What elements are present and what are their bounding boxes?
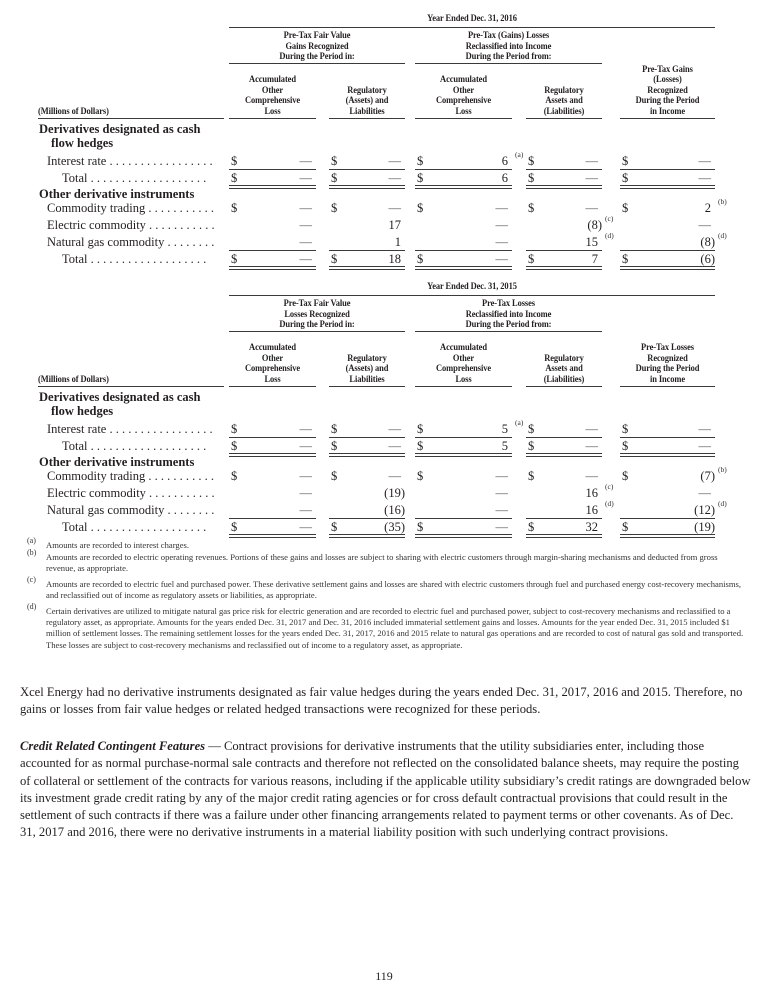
footnote-mark: (c) — [27, 575, 36, 584]
cell-value: — — [299, 439, 312, 453]
cell-value: 6 — [501, 154, 508, 168]
subtotal-rule — [329, 250, 405, 251]
cell-value: — — [388, 201, 401, 215]
dollar-sign: $ — [231, 201, 238, 215]
cell-value: 17 — [388, 218, 401, 232]
column-header — [413, 74, 513, 116]
dollar-sign: $ — [528, 520, 535, 534]
page-number: 119 — [375, 969, 393, 983]
total-double-rule — [620, 453, 715, 457]
section-heading: Other derivative instruments — [39, 455, 195, 469]
dollar-sign: $ — [231, 469, 238, 483]
dollar-sign: $ — [622, 252, 629, 266]
group2-heading-line: Reclassified into Income — [465, 40, 552, 51]
footnote-reference: (b) — [718, 197, 727, 206]
cell-value: 16 — [585, 503, 598, 517]
column-header — [524, 85, 605, 117]
footnote-reference: (a) — [515, 418, 524, 427]
column-header-line: (Liabilities) — [543, 373, 585, 384]
row-label: Total . . . . . . . . . . . . . . . . . . . — [62, 520, 207, 534]
dollar-sign: $ — [622, 422, 629, 436]
dollar-sign: $ — [417, 520, 424, 534]
group2-heading-line: Pre-Tax (Gains) Losses — [467, 30, 550, 40]
column-header-line: Liabilities — [349, 105, 385, 116]
cell-value: 1 — [394, 235, 401, 249]
group1-rule — [229, 331, 405, 332]
total-double-rule — [415, 266, 512, 270]
group1-rule — [229, 63, 405, 64]
column-header-rule — [620, 386, 715, 387]
cell-value: — — [698, 422, 711, 436]
dollar-sign: $ — [231, 171, 238, 185]
subtotal-rule — [526, 437, 602, 438]
cell-value: — — [698, 218, 711, 232]
dollar-sign: $ — [528, 439, 535, 453]
group2-rule — [415, 63, 602, 64]
cell-value: 16 — [585, 486, 598, 500]
units-label: (Millions of Dollars) — [38, 374, 109, 384]
heading-dash: — — [205, 739, 224, 753]
row-label: Interest rate . . . . . . . . . . . . . . . . . — [47, 422, 213, 436]
total-double-rule — [415, 453, 512, 457]
footnote-reference: (c) — [605, 482, 614, 491]
footnote-reference: (d) — [605, 499, 614, 508]
footnote-reference: (a) — [515, 150, 524, 159]
subtotal-rule — [526, 518, 602, 519]
column-header-line: (Assets) and — [345, 95, 389, 105]
cell-value: — — [299, 469, 312, 483]
cell-value: — — [388, 469, 401, 483]
group1-heading-line: During the Period in: — [279, 51, 355, 61]
column-header-rule — [329, 386, 405, 387]
section-heading-cont: flow hedges — [51, 404, 114, 418]
total-double-rule — [620, 534, 715, 538]
cell-value: — — [585, 171, 598, 185]
total-double-rule — [415, 185, 512, 189]
row-label: Interest rate . . . . . . . . . . . . . . . . . — [47, 154, 213, 168]
header-rule — [229, 27, 715, 28]
dollar-sign: $ — [417, 469, 424, 483]
column-header-line: Comprehensive — [436, 363, 491, 373]
column-header-line: Other — [452, 352, 475, 363]
column-header — [618, 342, 716, 384]
section-heading-cont: flow hedges — [51, 136, 114, 150]
column-header-line: Accumulated — [249, 74, 296, 84]
column-header-line: in Income — [649, 373, 686, 384]
cell-value: — — [299, 201, 312, 215]
section-heading: Other derivative instruments — [39, 187, 195, 201]
cell-value: — — [495, 252, 508, 266]
column-header-line: During the Period — [635, 95, 700, 105]
dollar-sign: $ — [331, 154, 338, 168]
column-header-line: Loss — [455, 105, 472, 116]
cell-value: — — [299, 218, 312, 232]
cell-value: (6) — [700, 252, 715, 266]
column-header-rule — [329, 118, 405, 119]
column-header-rule — [229, 118, 316, 119]
dollar-sign: $ — [417, 171, 424, 185]
stub-rule — [38, 118, 224, 119]
column-header-rule — [415, 386, 512, 387]
dollar-sign: $ — [231, 154, 238, 168]
cell-value: — — [495, 201, 508, 215]
subtotal-rule — [229, 169, 316, 170]
column-header — [327, 85, 408, 117]
column-header-line: Loss — [264, 373, 281, 384]
header-rule — [229, 295, 715, 296]
group1-heading-line: Pre-Tax Fair Value — [283, 298, 351, 308]
cell-value: — — [388, 171, 401, 185]
row-label: Commodity trading . . . . . . . . . . . — [47, 469, 215, 483]
total-double-rule — [620, 266, 715, 270]
cell-value: — — [585, 154, 598, 168]
subtotal-rule — [229, 518, 316, 519]
subtotal-rule — [526, 250, 602, 251]
total-double-rule — [526, 185, 602, 189]
subtotal-rule — [229, 437, 316, 438]
dollar-sign: $ — [622, 439, 629, 453]
dollar-sign: $ — [331, 422, 338, 436]
column-header-line: Other — [452, 84, 475, 95]
column-header-rule — [229, 386, 316, 387]
row-label: Electric commodity . . . . . . . . . . . — [47, 218, 215, 232]
dollar-sign: $ — [622, 469, 629, 483]
cell-value: — — [495, 469, 508, 483]
group1-heading-line: Losses Recognized — [284, 308, 350, 319]
column-header-line: Other — [261, 352, 284, 363]
column-header-line: Assets and — [545, 95, 583, 105]
cell-value: 7 — [591, 252, 598, 266]
footnote-text: Amounts are recorded to electric operating revenues. Portions of these gains and losses are subject to sharing with electric customers through margin-sharing mechanisms and deducted from gross revenue, as appropriate. — [46, 552, 718, 574]
group2-heading — [422, 298, 594, 330]
column-header-line: Assets and — [545, 363, 583, 373]
dollar-sign: $ — [417, 154, 424, 168]
footnote-reference: (d) — [718, 231, 727, 240]
dollar-sign: $ — [528, 422, 535, 436]
row-label: Natural gas commodity . . . . . . . . — [47, 235, 215, 249]
total-double-rule — [229, 185, 316, 189]
footnote-text: Amounts are recorded to interest charges. — [46, 540, 190, 550]
dollar-sign: $ — [231, 252, 238, 266]
group2-heading-line: During the Period from: — [465, 319, 552, 329]
credit-contingent-text: Contract provisions for derivative instruments that the utility subsidiaries enter, including those accounted for as normal purchase-normal sale contracts and therefore not reflected on the consolidated balance sheets, may require the posting of collateral or settlement of the contracts for various reasons, including if the applicable utility subsidiary’s credit ratings are downgraded below its investment grade credit rating by any of the major credit rating agencies or for cross default contractual provisions that could result in the settlement of such contracts if there was a failure under other financing arrangements related to payment terms or other covenants. As of Dec. 31, 2017 and 2016, there were no derivative instruments in a material liability position with such underlying contract provisions. — [20, 739, 751, 840]
cell-value: (8) — [587, 218, 602, 232]
cell-value: — — [299, 486, 312, 500]
footnote-reference: (c) — [605, 214, 614, 223]
column-header-line: Recognized — [647, 352, 688, 363]
footnote-reference: (b) — [718, 465, 727, 474]
group1-heading-line: During the Period in: — [279, 319, 355, 329]
column-header-line: Loss — [264, 105, 281, 116]
column-header-line: (Losses) — [653, 74, 682, 84]
column-header-line: Liabilities — [349, 373, 385, 384]
total-double-rule — [620, 185, 715, 189]
dollar-sign: $ — [528, 469, 535, 483]
row-label: Total . . . . . . . . . . . . . . . . . . . — [62, 252, 207, 266]
dollar-sign: $ — [331, 201, 338, 215]
subtotal-rule — [229, 250, 316, 251]
dollar-sign: $ — [417, 439, 424, 453]
dollar-sign: $ — [331, 171, 338, 185]
cell-value: 18 — [388, 252, 401, 266]
column-header-line: Pre-Tax Gains — [642, 63, 693, 74]
cell-value: — — [495, 235, 508, 249]
column-header-line: Regulatory — [544, 352, 584, 363]
cell-value: 32 — [585, 520, 598, 534]
column-header-line: Regulatory — [347, 352, 387, 363]
group2-heading-line: Pre-Tax Losses — [482, 298, 535, 308]
cell-value: — — [299, 252, 312, 266]
subtotal-rule — [620, 437, 715, 438]
footnote-mark: (b) — [27, 548, 37, 557]
cell-value: — — [388, 439, 401, 453]
total-double-rule — [329, 185, 405, 189]
cell-value: — — [299, 154, 312, 168]
column-header-line: Loss — [455, 373, 472, 384]
footnote-reference: (d) — [718, 499, 727, 508]
column-header-line: During the Period — [635, 363, 700, 373]
cell-value: — — [698, 154, 711, 168]
column-header-rule — [620, 118, 715, 119]
column-header-line: Comprehensive — [436, 95, 491, 105]
group1-heading-line: Gains Recognized — [285, 40, 349, 51]
column-header — [327, 353, 408, 385]
subtotal-rule — [620, 169, 715, 170]
cell-value: (35) — [384, 520, 405, 534]
subtotal-rule — [526, 169, 602, 170]
column-header — [413, 342, 513, 384]
stub-rule — [38, 386, 224, 387]
dollar-sign: $ — [417, 201, 424, 215]
cell-value: — — [698, 439, 711, 453]
dollar-sign: $ — [622, 154, 629, 168]
column-header-line: Comprehensive — [245, 95, 300, 105]
total-double-rule — [229, 534, 316, 538]
dollar-sign: $ — [622, 520, 629, 534]
column-header-line: in Income — [649, 105, 686, 116]
cell-value: — — [299, 422, 312, 436]
total-double-rule — [526, 534, 602, 538]
cell-value: — — [495, 503, 508, 517]
column-header-rule — [526, 118, 602, 119]
column-header — [227, 74, 318, 116]
subtotal-rule — [329, 518, 405, 519]
total-double-rule — [329, 453, 405, 457]
column-header-line: (Liabilities) — [543, 105, 585, 116]
group2-heading — [422, 30, 594, 62]
row-label: Natural gas commodity . . . . . . . . — [47, 503, 215, 517]
cell-value: — — [698, 171, 711, 185]
subtotal-rule — [415, 169, 512, 170]
cell-value: — — [299, 503, 312, 517]
column-header — [227, 342, 318, 384]
subtotal-rule — [620, 250, 715, 251]
dollar-sign: $ — [528, 171, 535, 185]
column-header-line: Pre-Tax Losses — [641, 342, 694, 352]
dollar-sign: $ — [528, 201, 535, 215]
footnote-text: Certain derivatives are utilized to mitigate natural gas price risk for electric generation and are recorded to electric fuel and purchased power, subject to cost-recovery mechanisms and reclassified to a regulatory asset, as appropriate. Amounts for the years ended Dec. 31, 2017 and Dec. 31, 2016 included immaterial settlement gains and losses. Amounts for the year ended Dec. 31, 2015 included $1 million of settlement losses. The remaining settlement losses for the years ended Dec. 31, 2017, 2016 and 2015 relate to natural gas operations and are recorded to cost of natural gas sold and transported. These losses are subject to cost-recovery mechanisms and reclassified out of income to a regulatory asset, as appropriate. — [46, 606, 744, 650]
total-double-rule — [229, 266, 316, 270]
dollar-sign: $ — [331, 469, 338, 483]
footnote-reference: (d) — [605, 231, 614, 240]
subtotal-rule — [415, 437, 512, 438]
subtotal-rule — [329, 437, 405, 438]
cell-value: — — [495, 520, 508, 534]
group2-heading-line: During the Period from: — [465, 51, 552, 61]
group2-heading-line: Reclassified into Income — [465, 308, 552, 319]
cell-value: — — [299, 171, 312, 185]
total-double-rule — [415, 534, 512, 538]
group1-heading — [236, 30, 398, 62]
column-header-line: Comprehensive — [245, 363, 300, 373]
column-header-line: Regulatory — [347, 84, 387, 95]
cell-value: — — [388, 422, 401, 436]
column-header-rule — [526, 386, 602, 387]
column-header-line: Recognized — [647, 84, 688, 95]
footnote-mark: (a) — [27, 536, 36, 545]
total-double-rule — [229, 453, 316, 457]
dollar-sign: $ — [622, 201, 629, 215]
cell-value: — — [585, 439, 598, 453]
footnote-text: Amounts are recorded to electric fuel and purchased power. These derivative settlement gains and losses are shared with electric customers through fuel and purchased energy cost-recovery mechanisms, and reclassified out of income as regulatory assets or liabilities, as appropriate. — [46, 579, 742, 601]
column-header-line: Accumulated — [440, 342, 487, 352]
cell-value: — — [299, 235, 312, 249]
column-header-line: Accumulated — [249, 342, 296, 352]
total-double-rule — [526, 453, 602, 457]
subtotal-rule — [415, 518, 512, 519]
year-heading: Year Ended Dec. 31, 2016 — [427, 13, 517, 23]
dollar-sign: $ — [331, 252, 338, 266]
dollar-sign: $ — [417, 252, 424, 266]
cell-value: (19) — [384, 486, 405, 500]
cell-value: (19) — [694, 520, 715, 534]
column-header — [524, 353, 605, 385]
cell-value: — — [585, 469, 598, 483]
cell-value: (7) — [700, 469, 715, 483]
total-double-rule — [329, 534, 405, 538]
cell-value: — — [299, 520, 312, 534]
column-header — [618, 64, 716, 117]
dollar-sign: $ — [417, 422, 424, 436]
dollar-sign: $ — [331, 439, 338, 453]
units-label: (Millions of Dollars) — [38, 106, 109, 116]
dollar-sign: $ — [622, 171, 629, 185]
column-header-line: Accumulated — [440, 74, 487, 84]
cell-value: (12) — [694, 503, 715, 517]
dollar-sign: $ — [231, 439, 238, 453]
cell-value: — — [388, 154, 401, 168]
row-label: Commodity trading . . . . . . . . . . . — [47, 201, 215, 215]
group2-rule — [415, 331, 602, 332]
subtotal-rule — [329, 169, 405, 170]
cell-value: — — [698, 486, 711, 500]
credit-contingent-heading: Credit Related Contingent Features — [20, 739, 206, 753]
dollar-sign: $ — [231, 520, 238, 534]
cell-value: 5 — [501, 439, 508, 453]
cell-value: — — [495, 486, 508, 500]
year-heading: Year Ended Dec. 31, 2015 — [427, 281, 517, 291]
total-double-rule — [526, 266, 602, 270]
cell-value: (8) — [700, 235, 715, 249]
group1-heading-line: Pre-Tax Fair Value — [283, 30, 351, 40]
cell-value: 6 — [501, 171, 508, 185]
dollar-sign: $ — [331, 520, 338, 534]
cell-value: — — [495, 218, 508, 232]
column-header-line: (Assets) and — [345, 363, 389, 373]
dollar-sign: $ — [528, 154, 535, 168]
cell-value: — — [585, 201, 598, 215]
row-label: Total . . . . . . . . . . . . . . . . . . . — [62, 439, 207, 453]
column-header-rule — [415, 118, 512, 119]
footnote-mark: (d) — [27, 602, 37, 611]
section-heading: Derivatives designated as cash — [39, 390, 201, 404]
subtotal-rule — [620, 518, 715, 519]
cell-value: 2 — [704, 201, 711, 215]
cell-value: (16) — [384, 503, 405, 517]
dollar-sign: $ — [231, 422, 238, 436]
cell-value: 5 — [501, 422, 508, 436]
credit-contingent-paragraph — [20, 738, 752, 842]
row-label: Total . . . . . . . . . . . . . . . . . . . — [62, 171, 207, 185]
fair-value-hedges-paragraph: Xcel Energy had no derivative instruments designated as fair value hedges during the years ended Dec. 31, 2017, 2016 and 2015. Therefore, no gains or losses from fair value hedges or related hedged transactions were recognized for these periods. — [20, 685, 743, 717]
group1-heading — [236, 298, 398, 330]
section-heading: Derivatives designated as cash — [39, 122, 201, 136]
cell-value: — — [585, 422, 598, 436]
total-double-rule — [329, 266, 405, 270]
column-header-line: Other — [261, 84, 284, 95]
column-header-line: Regulatory — [544, 84, 584, 95]
subtotal-rule — [415, 250, 512, 251]
row-label: Electric commodity . . . . . . . . . . . — [47, 486, 215, 500]
cell-value: 15 — [585, 235, 598, 249]
dollar-sign: $ — [528, 252, 535, 266]
